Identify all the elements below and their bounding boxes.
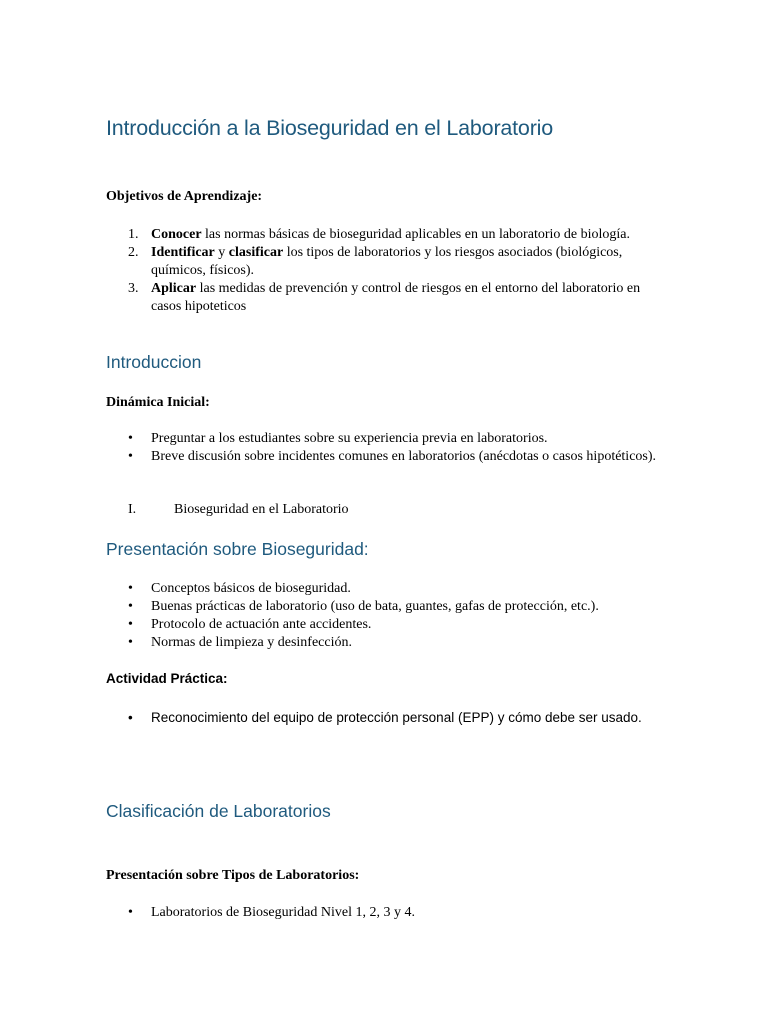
objective-item: 1. Conocer las normas básicas de bioseguridad aplicables en un laboratorio de biología. [128, 227, 630, 242]
objectives-heading: Objetivos de Aprendizaje: [106, 189, 263, 204]
practice-heading: Actividad Práctica: [106, 671, 228, 686]
section-heading-clasificacion: Clasificación de Laboratorios [106, 801, 331, 821]
list-item: • Preguntar a los estudiantes sobre su experiencia previa en laboratorios. [128, 431, 548, 446]
bullet-icon: • [128, 449, 133, 464]
objective-item: 2. Identificar y clasificar los tipos de laboratorios y los riesgos asociados (biológicos, químicos, físicos). [128, 245, 623, 278]
objective-item: 3. Aplicar las medidas de prevención y control de riesgos en el entorno del laboratorio en casos hipoteticos [128, 281, 641, 314]
bullet-icon: • [128, 581, 133, 596]
roman-section-title: Bioseguridad en el Laboratorio [174, 502, 349, 517]
intro-bullet-list [106, 430, 666, 466]
section-heading-presentacion: Presentación sobre Bioseguridad: [106, 539, 369, 559]
list-item: • Protocolo de actuación ante accidentes. [128, 617, 372, 632]
list-item: • Breve discusión sobre incidentes comunes en laboratorios (anécdotas o casos hipotéticos). [128, 449, 657, 464]
roman-section [128, 502, 349, 518]
bullet-icon: • [128, 905, 133, 920]
list-item: • Conceptos básicos de bioseguridad. [128, 581, 351, 596]
roman-numeral: I. [128, 502, 137, 517]
objectives-list [106, 226, 666, 316]
lab-types-heading: Presentación sobre Tipos de Laboratorios: [106, 868, 360, 883]
dynamic-heading: Dinámica Inicial: [106, 395, 210, 410]
bullet-icon: • [128, 599, 133, 614]
list-item: • Laboratorios de Bioseguridad Nivel 1, 2, 3 y 4. [128, 905, 416, 920]
list-item: • Reconocimiento del equipo de protección personal (EPP) y cómo debe ser usado. [128, 710, 642, 725]
practice-bullet-list [106, 708, 666, 727]
section-heading-introduccion: Introduccion [106, 352, 202, 372]
list-item: • Normas de limpieza y desinfección. [128, 635, 352, 650]
bullet-icon: • [128, 710, 133, 725]
lab-types-bullet-list [106, 904, 666, 922]
bullet-icon: • [128, 617, 133, 632]
list-item: • Buenas prácticas de laboratorio (uso de bata, guantes, gafas de protección, etc.). [128, 599, 599, 614]
presentation-bullet-list [106, 580, 666, 652]
bullet-icon: • [128, 431, 133, 446]
bullet-icon: • [128, 635, 133, 650]
document-title: Introducción a la Bioseguridad en el Laboratorio [106, 116, 553, 140]
